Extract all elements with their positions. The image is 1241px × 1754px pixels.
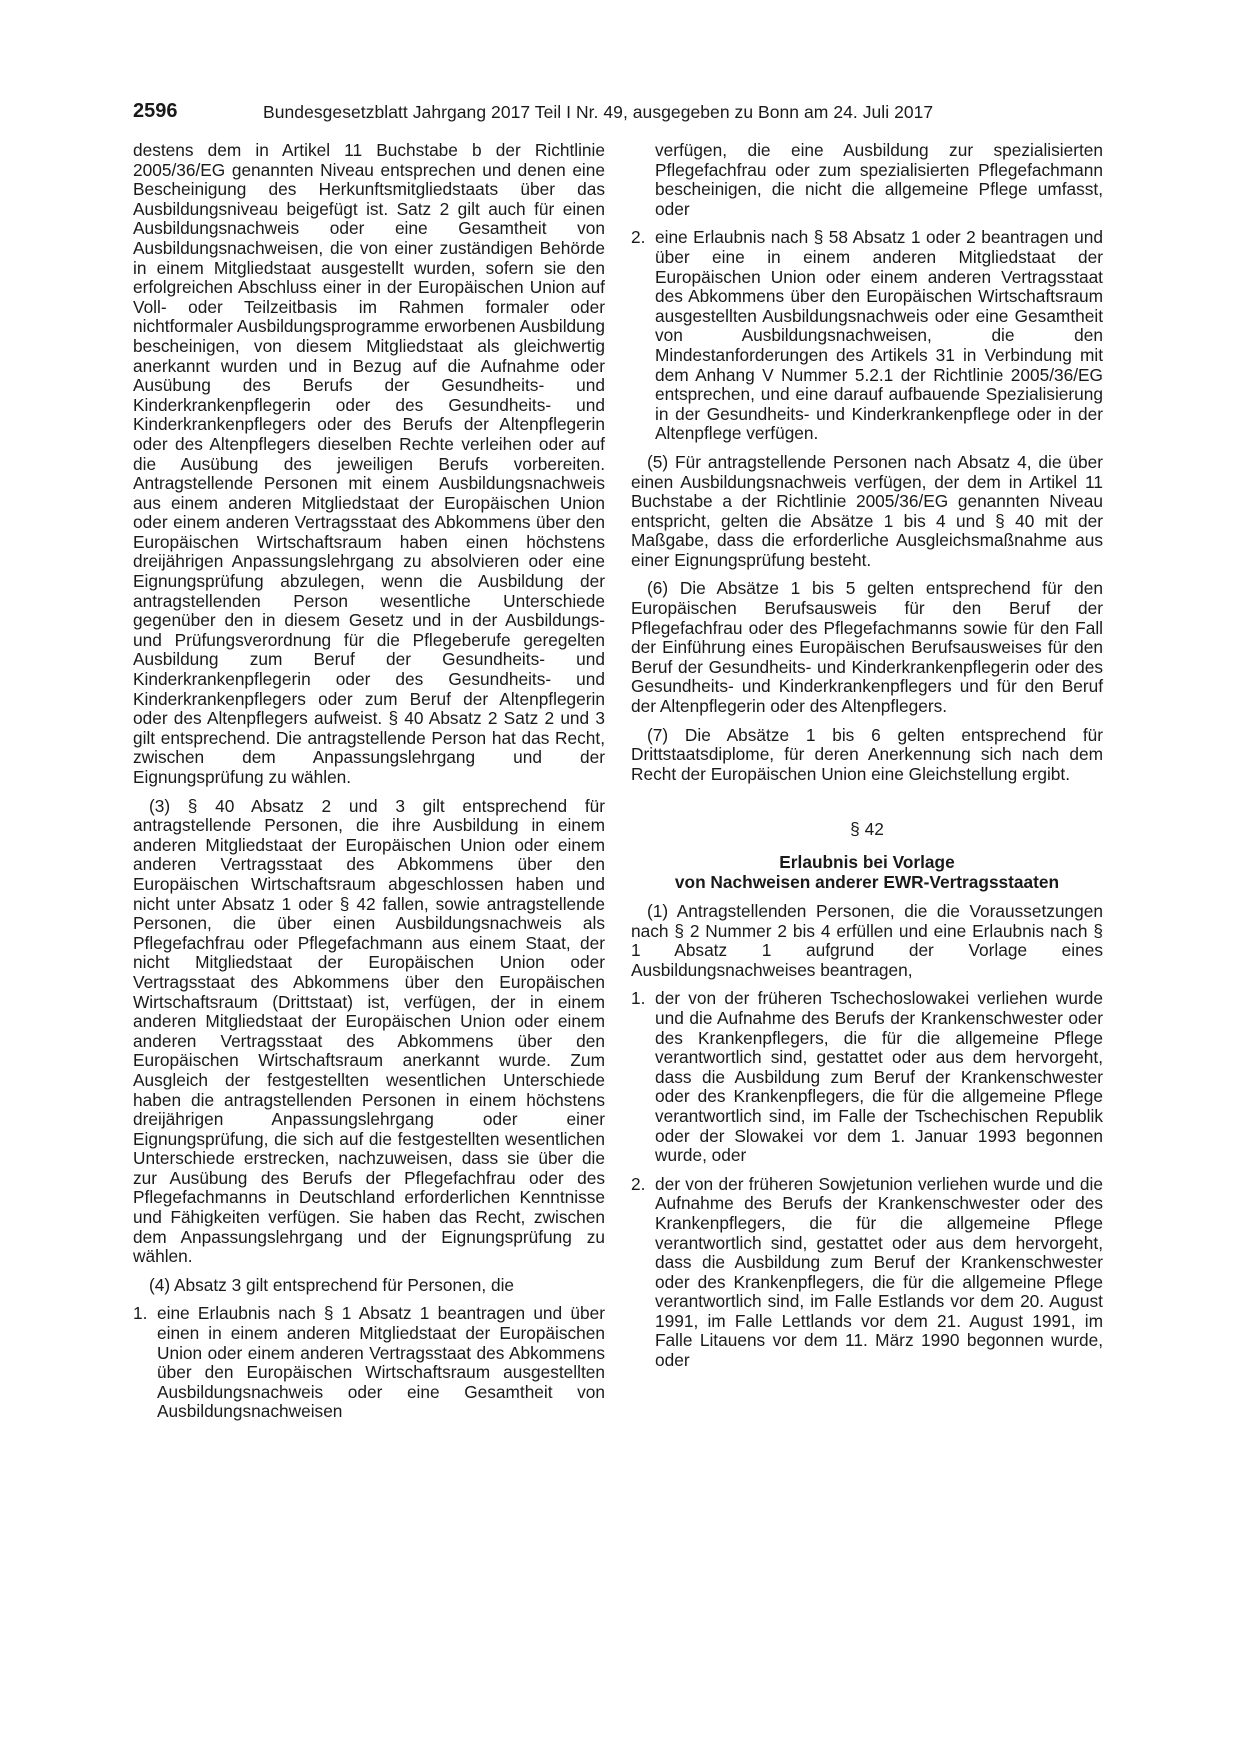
list-item-text: eine Erlaubnis nach § 1 Absatz 1 beantragen und über einen in einem anderen Mitgliedstaat der Europäischen Union oder einem anderen Vertragsstaat des Abkommens über den Europäischen Wirtschaftsraum ausgestellten Ausbildungsnachweis oder eine Gesamtheit von Ausbildungsnachweisen [157, 1303, 605, 1422]
section-title-line: Erlaubnis bei Vorlage [779, 852, 955, 872]
list-item-number: 2. [631, 1173, 646, 1194]
section-number: § 42 [850, 819, 884, 840]
list-item-number: 2. [631, 227, 646, 248]
paragraph-4: (4) Absatz 3 gilt entsprechend für Personen, die [149, 1274, 515, 1295]
list-item-text: eine Erlaubnis nach § 58 Absatz 1 oder 2 beantragen und über eine in einem anderen Mitgliedstaat der Europäischen Union oder einem anderen Vertragsstaat des Abkommens über den Europäischen Wirtschaftsraum ausgestellten Ausbildungsnachweis oder eine Gesamtheit von Ausbildungsnachweisen, die den Mindestanforderungen des Artikels 31 in Verbindung mit dem Anhang V Nummer 5.2.1 der Richtlinie 2005/36/EG entsprechen, und eine darauf aufbauende Spezialisierung in der Gesundheits- und Kinderkrankenpflege oder in der Altenpflege verfügen. [655, 227, 1103, 444]
paragraph-7: (7) Die Absätze 1 bis 6 gelten entsprechend für Drittstaatsdiplome, für deren Anerkennung sich nach dem Recht der Europäischen Union eine Gleichstellung ergibt. [631, 724, 1103, 784]
section-title-line: von Nachweisen anderer EWR-Vertragsstaaten [674, 872, 1060, 892]
page-number: 2596 [133, 100, 178, 122]
list-item-text: der von der früheren Sowjetunion verliehen wurde und die Aufnahme des Berufs der Krankenschwester oder des Krankenpflegers, die für die allgemeine Pflege verantwortlich sind, gestattet oder aus dem hervorgeht, dass die Ausbildung zum Beruf der Krankenschwester oder des Krankenpflegers, die für die allgemeine Pflege verantwortlich sind, im Falle Estlands vor dem 20. August 1991, im Falle Lettlands vor dem 21. August 1991, im Falle Litauens vor dem 11. März 1990 begonnen wurde, oder [655, 1173, 1103, 1371]
left-column [133, 141, 605, 1431]
list-item [631, 989, 1103, 1165]
right-column [631, 141, 1103, 1380]
paragraph-3: (3) § 40 Absatz 2 und 3 gilt entsprechend für antragstellende Personen, die ihre Ausbildung in einem anderen Mitgliedstaat der Europäischen Union oder einem anderen Vertragsstaat des Abkommens über den Europäischen Wirtschaftsraum abgeschlossen haben und nicht unter Absatz 1 oder § 42 fallen, sowie antragstellende Personen, die über einen Ausbildungsnachweis als Pflegefachfrau oder Pflegefachmann aus einem Staat, der nicht Mitgliedstaat der Europäischen Union oder Vertragsstaat des Abkommens über den Europäischen Wirtschaftsraum (Drittstaat) ist, verfügen, der in einem anderen Mitgliedstaat der Europäischen Union oder einem anderen Vertragsstaat des Abkommens über den Europäischen Wirtschaftsraum anerkannt wurde. Zum Ausgleich der festgestellten wesentlichen Unterschiede haben die antragstellenden Personen in einem höchstens dreijährigen Anpassungslehrgang oder einer Eignungsprüfung, die sich auf die festgestellten wesentlichen Unterschiede erstrecken, nachzuweisen, dass sie über die zur Ausübung des Berufs der Pflegefachfrau oder des Pflegefachmanns in Deutschland erforderlichen Kenntnisse und Fähigkeiten verfügen. Sie haben das Recht, zwischen dem Anpassungslehrgang und der Eignungsprüfung zu wählen. [133, 795, 605, 1267]
list-item-number: 1. [631, 988, 646, 1009]
list-item [133, 1304, 605, 1422]
paragraph-5: (5) Für antragstellende Personen nach Absatz 4, die über einen Ausbildungsnachweis verfügen, der dem in Artikel 11 Buchstabe a der Richtlinie 2005/36/EG genannten Niveau entspricht, gelten die Absätze 1 bis 4 und § 40 mit der Maßgabe, dass die erforderliche Ausgleichsmaßnahme aus einer Eignungsprüfung besteht. [631, 451, 1103, 570]
list-item-text: der von der früheren Tschechoslowakei verliehen wurde und die Aufnahme des Berufs der Krankenschwester oder des Krankenpflegers, die für die allgemeine Pflege verantwortlich sind, gestattet oder aus dem hervorgeht, dass die Ausbildung zum Beruf der Krankenschwester oder des Krankenpflegers, die für die allgemeine Pflege verantwortlich sind, im Falle der Tschechischen Republik oder der Slowakei vor dem 1. Januar 1993 begonnen wurde, oder [655, 988, 1103, 1166]
list-item [631, 1175, 1103, 1371]
s42-paragraph-1: (1) Antragstellenden Personen, die die Voraussetzungen nach § 2 Nummer 2 bis 4 erfüllen und eine Erlaubnis nach § 1 Absatz 1 aufgrund der Vorlage eines Ausbildungsnachweises beantragen, [631, 901, 1103, 980]
list-item-text: verfügen, die eine Ausbildung zur spezialisierten Pflegefachfrau oder zum spezialisierten Pflegefachmann bescheinigen, die nicht die allgemeine Pflege umfasst, oder [655, 140, 1103, 219]
list-item-continuation [631, 141, 1103, 219]
list-item [631, 228, 1103, 444]
paragraph-continuation: destens dem in Artikel 11 Buchstabe b der Richtlinie 2005/36/EG genannten Niveau entsprechen und denen eine Bescheinigung des Herkunftsmitgliedstaats über das Ausbildungsniveau beigefügt ist. Satz 2 gilt auch für einen Ausbildungsnachweis oder eine Gesamtheit von Ausbildungsnachweisen, die von einer zuständigen Behörde in einem Mitgliedstaat ausgestellt wurden, sofern sie den erfolgreichen Abschluss einer in der Europäischen Union auf Voll- oder Teilzeitbasis im Rahmen formaler oder nichtformaler Ausbildungsprogramme erworbenen Ausbildung bescheinigen, von diesem Mitgliedstaat als gleichwertig anerkannt wurden und in Bezug auf die Aufnahme oder Ausübung des Berufs der Gesundheits- und Kinderkrankenpflegerin oder des Gesundheits- und Kinderkrankenpflegers oder des Berufs der Altenpflegerin oder des Altenpflegers dieselben Rechte verleihen oder auf die Ausübung des jeweiligen Berufs vorbereiten. Antragstellende Personen mit einem Ausbildungsnachweis aus einem anderen Mitgliedstaat der Europäischen Union oder einem anderen Vertragsstaat des Abkommens über den Europäischen Wirtschaftsraum haben einen höchstens dreijährigen Anpassungslehrgang zu absolvieren oder eine Eignungsprüfung abzulegen, wenn die Ausbildung der antragstellenden Person wesentliche Unterschiede gegenüber den in diesem Gesetz und in der Ausbildungs- und Prüfungsverordnung für die Pflegeberufe geregelten Ausbildung zum Beruf der Gesundheits- und Kinderkrankenpflegerin oder des Gesundheits- und Kinderkrankenpflegers oder zum Beruf der Altenpflegerin oder des Altenpflegers aufweist. § 40 Absatz 2 Satz 2 und 3 gilt entsprechend. Die antragstellende Person hat das Recht, zwischen dem Anpassungslehrgang und der Eignungsprüfung zu wählen. [133, 140, 605, 787]
running-header: Bundesgesetzblatt Jahrgang 2017 Teil I Nr. 49, ausgegeben zu Bonn am 24. Juli 2017 [263, 102, 934, 122]
list-item-number: 1. [133, 1303, 148, 1324]
section-title [631, 852, 1103, 892]
paragraph-6: (6) Die Absätze 1 bis 5 gelten entsprechend für den Europäischen Berufsausweis für den Beruf der Pflegefachfrau oder des Pflegefachmanns sowie für den Fall der Einführung eines Europäischen Berufsausweises für den Beruf der Gesundheits- und Kinderkrankenpflegerin oder des Gesundheits- und Kinderkrankenpflegers und für den Beruf der Altenpflegerin oder des Altenpflegers. [631, 578, 1103, 717]
